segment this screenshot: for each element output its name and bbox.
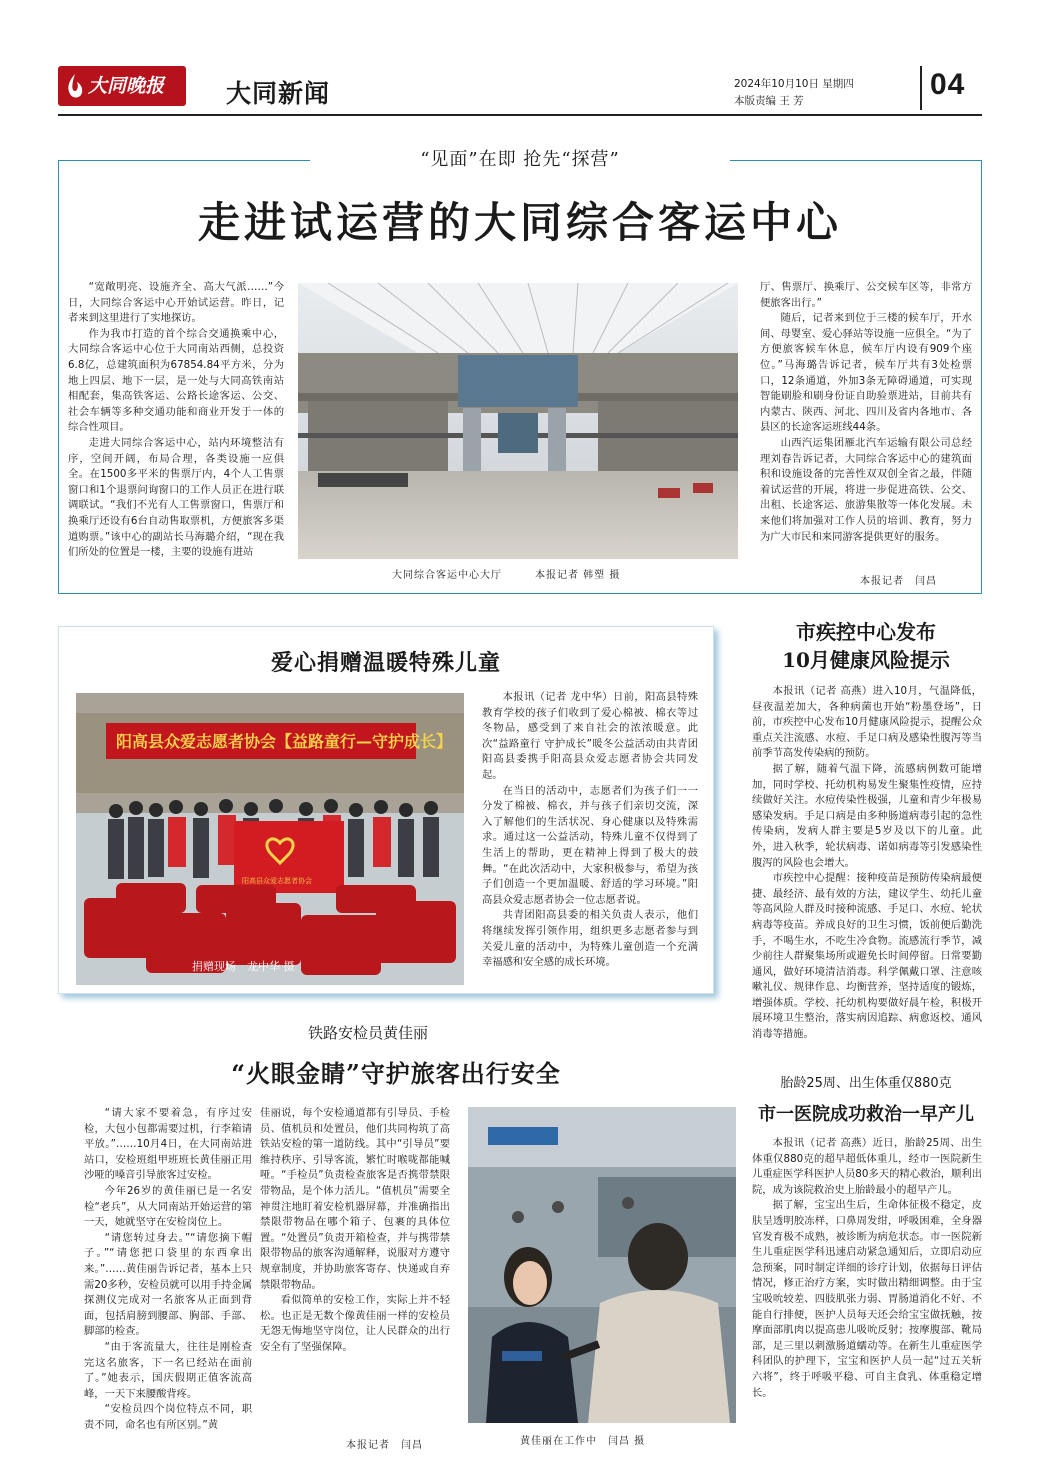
feature-headline: 走进试运营的大同综合客运中心 bbox=[197, 198, 842, 247]
railway-photo-caption: 黄佳丽在工作中 闫昌 摄 bbox=[520, 1436, 646, 1447]
railway-byline: 本报记者 闫昌 bbox=[346, 1440, 423, 1451]
logo-flame-icon bbox=[64, 72, 86, 100]
paragraph: “请您转过身去。”“请您摘下帽子。”“请您把口袋里的东西拿出来。”……黄佳丽告诉记者，基本上只需20多秒，安检员就可以用手持金属探测仪完成对一名旅客从正面到背面，包括肩膀到腰部、胸部、手部、脚部的检查。 bbox=[84, 1231, 252, 1338]
feature-column-3 bbox=[760, 280, 972, 572]
charity-body bbox=[482, 690, 698, 986]
feature-column-1 bbox=[68, 280, 284, 584]
hall-photo-caption: 大同综合客运中心大厅 本报记者 韩塑 摄 bbox=[392, 570, 621, 581]
page-number: 04 bbox=[930, 68, 966, 101]
paragraph: 在当日的活动中，志愿者们为孩子们一一分发了棉被、棉衣，并与孩子们亲切交流，深入了解他们的生活状况、身心健康以及特殊需求。通过这一公益活动，特殊儿童不仅得到了生活上的帮助，更在精神上得到了极大的鼓舞。“在此次活动中，大家积极参与，希望为孩子们创造一个更加温暖、舒适的学习环境。”阳高县众爱志愿者协会一位志愿者说。 bbox=[482, 784, 698, 906]
feature-byline: 本报记者 闫昌 bbox=[860, 576, 937, 587]
cdc-headline bbox=[748, 618, 984, 674]
paragraph: 据了解，随着气温下降，流感病例数可能增加，同时学校、托幼机构易发生聚集性疫情，应持续做好关注。水痘传染性极强，儿童和青少年极易感染发病。手足口病是由多种肠道病毒引起的急性传染病，发病人群主要是5岁及以下的儿童。此外，进入秋季，轮状病毒、诺如病毒等引发感染性腹泻的风险也会增大。 bbox=[752, 762, 982, 869]
donation-scene-photo bbox=[76, 693, 464, 985]
charity-headline: 爱心捐赠温暖特殊儿童 bbox=[270, 650, 501, 676]
banner-text: 阳高县众爱志愿者协会【益路童行—守护成长】 bbox=[116, 732, 453, 751]
feature-kicker: “见面”在即 抢先“探营” bbox=[420, 149, 620, 170]
railway-subhead: 铁路安检员黄佳丽 bbox=[308, 1024, 429, 1042]
issue-date: 2024年10月10日 星期四 bbox=[734, 78, 854, 90]
feature-kicker-wrap bbox=[310, 148, 730, 172]
paragraph: “安检员四个岗位特点不同，职责不同，命名也有所区别。”黄 bbox=[84, 1403, 252, 1431]
cdc-headline-line-1: 市疾控中心发布 bbox=[796, 620, 936, 644]
paragraph: 佳丽说，每个安检通道都有引导员、手检员、值机员和处置员，他们共同构筑了高铁站安检的第一道防线。其中“引导员”要维持秩序、引导客流，繁忙时喉咙都能喊哑。“手检员”负责检查旅客是否携带禁限带物品，是个体力活儿。“值机员”需要全神贯注地盯着安检机器屏幕，并准确指出禁限带物品在哪个箱子、包裹的具体位置。“处置员”负责开箱检查，并与携带禁限带物品的旅客沟通解释，说服对方遵守规章制度，并协助旅客寄存、快递或自弃禁限带物品。 bbox=[260, 1107, 450, 1291]
logo-text: 大同晚报 bbox=[88, 75, 165, 97]
paragraph: 走进大同综合客运中心，站内环境整洁有序，空间开阔，布局合理，各类设施一应俱全。在1500多平米的售票厅内，4个人工售票窗口和1个退票问询窗口的工作人员正在进行联调联试。“我们不光有人工售票窗口，售票厅和换乘厅还设有6台自动售取票机，方便旅客多渠道购票。”该中心的副站长马海璐介绍，“现在我们所处的位置是一楼，主要的设施有进站 bbox=[68, 436, 284, 559]
paragraph: 厅、售票厅、换乘厅、公交候车区等，非常方便旅客出行。” bbox=[760, 281, 972, 309]
section-name: 大同新闻 bbox=[226, 79, 331, 108]
paragraph: 看似简单的安检工作，实际上并不轻松。也正是无数个像黄佳丽一样的安检员无怨无悔地坚守岗位，让人民群众的出行安全有了坚强保障。 bbox=[260, 1294, 450, 1353]
premature-body bbox=[752, 1136, 982, 1460]
premature-headline: 市一医院成功救治一早产儿 bbox=[758, 1104, 974, 1125]
flag-text: 阳高县众爱志愿者协会 bbox=[242, 877, 312, 885]
terminal-hall-photo bbox=[298, 283, 738, 559]
railway-column-1 bbox=[84, 1106, 252, 1452]
masthead-divider bbox=[920, 66, 922, 110]
premature-subhead: 胎龄25周、出生体重仅880克 bbox=[780, 1076, 952, 1091]
paragraph: 共青团阳高县委的相关负责人表示，他们将继续发挥引领作用，组织更多志愿者参与到关爱儿童的活动中，为特殊儿童创造一个充满幸福感和安全感的成长环境。 bbox=[482, 909, 698, 969]
page-editor: 本版责编 王 芳 bbox=[734, 95, 804, 107]
paragraph: “由于客流量大，往往是刚检查完这名旅客，下一名已经站在面前了。”她表示，国庆假期正值客流高峰，一天下来腰酸背疼。 bbox=[84, 1340, 252, 1400]
cdc-headline-line-2: 10月健康风险提示 bbox=[782, 648, 950, 672]
paragraph: 本报讯（记者 高燕）近日，胎龄25周、出生体重仅880克的超早超低体重儿，经市一医院新生儿重症医学科医护人员80多天的精心救治，顺利出院，成为该院救治史上胎龄最小的超早产儿。 bbox=[752, 1137, 982, 1196]
charity-photo-caption: 捐赠现场 龙中华 摄 bbox=[192, 960, 295, 973]
masthead-rule bbox=[58, 114, 982, 116]
cdc-body bbox=[752, 684, 982, 1060]
railway-headline: “火眼金睛”守护旅客出行安全 bbox=[231, 1059, 561, 1088]
masthead bbox=[58, 62, 982, 112]
paragraph: 据了解，宝宝出生后，生命体征极不稳定，皮肤呈透明胶冻样，口鼻周发绀，呼吸困难，全身器官发育极不成熟，被诊断为病危状态。市一医院新生儿重症医学科迅速启动紧急通知后，立即启动应急预案，同时制定详细的诊疗计划，依据每日评估情况，修正治疗方案，实时做出精细调整。由于宝宝吸吮较差、四肢肌张力弱、胃肠道消化不好、不能自行排便，医护人员每天还会给宝宝做抚触，按摩面部肌肉以提高患儿吸吮反射；按摩腹部、靴局部，足三里以刺激肠道蠕动等。在新生儿重症医学科团队的护理下，宝宝和医护人员一起“过五关斩六将”，终于呼吸平稳、可自主食乳、体重稳定增长。 bbox=[752, 1199, 982, 1399]
paragraph: 本报讯（记者 龙中华）日前，阳高县特殊教育学校的孩子们收到了爱心棉被、棉衣等过冬物品，感受到了来自社会的浓浓暖意。此次“益路童行 守护成长”暖冬公益活动由共青团阳高县委携手阳高县众爱志愿者协会共同发起。 bbox=[482, 691, 698, 781]
paragraph: 本报讯（记者 高燕）进入10月，气温降低，昼夜温差加大，各种病菌也开始“粉墨登场”，日前，市疾控中心发布10月健康风险提示，提醒公众重点关注流感、水痘、手足口病及感染性腹泻等当前季节高发传染病的预防。 bbox=[752, 685, 982, 760]
paragraph: 随后，记者来到位于三楼的候车厅，开水间、母婴室、爱心驿站等设施一应俱全。“为了方便旅客候车休息，候车厅内设有909个座位。”马海璐告诉记者，候车厅共有3处检票口，12条通道，外加3条无障碍通道，可实现智能刷脸和刷身份证自助验票进站，目前共有内蒙古、陕西、河北、四川及省内各地市、各县区的长途客运班线44条。 bbox=[760, 312, 972, 434]
paragraph: “请大家不要着急，有序过安检，大包小包都需要过机，行李箱请平放。”……10月4日，在大同南站进站口，安检班组甲班班长黄佳丽正用沙哑的嗓音引导旅客过安检。 bbox=[84, 1107, 252, 1182]
security-inspector-photo bbox=[468, 1107, 736, 1423]
paragraph: “宽敞明亮、设施齐全、高大气派……”今日，大同综合客运中心开始试运营。昨日，记者来到这里进行了实地探访。 bbox=[68, 281, 284, 325]
newspaper-logo bbox=[58, 66, 186, 106]
paragraph: 市疾控中心提醒：接种疫苗是预防传染病最便捷、最经济、最有效的方法，建议学生、幼托儿童等高风险人群及时接种流感、手足口、水痘、轮状病毒等疫苗。养成良好的卫生习惯，饭前便后勤洗手，不喝生水，不吃生冷食物。流感流行季节，减少前往人群聚集场所或避免长时间停留。日常要勤通风，做好环境清洁消毒。科学佩戴口罩、注意咳嗽礼仪、规律作息、均衡营养，坚持适度的锻炼，增强体质。学校、托幼机构要做好晨午检，积极开展环境卫生整治，落实病因追踪、病愈返校、通风消毒等措施。 bbox=[752, 872, 982, 1041]
paragraph: 今年26岁的黄佳丽已是一名安检“老兵”，从大同南站开始运营的第一天，她就坚守在安检岗位上。 bbox=[84, 1184, 252, 1229]
railway-column-2 bbox=[260, 1106, 450, 1430]
paragraph: 山西汽运集团雁北汽车运输有限公司总经理刘春告诉记者，大同综合客运中心的建筑面积和设施设备的完善性双双创全省之最，伴随着试运营的开展，将进一步促进高铁、公交、出租、长途客运、旅游集散等一体化发展。未来他们将加强对工作人员的培训、教育，努力为广大市民和来同游客提供更好的服务。 bbox=[760, 436, 972, 543]
paragraph: 作为我市打造的首个综合交通换乘中心，大同综合客运中心位于大同南站西侧，总投资6.8亿，总建筑面积为67854.84平方米，分为地上四层、地下一层，是一处与大同高铁南站相配套，集高铁客运、公路长途客运、公交、社会车辆等多种交通功能和商业开发于一体的综合性项目。 bbox=[68, 327, 284, 434]
